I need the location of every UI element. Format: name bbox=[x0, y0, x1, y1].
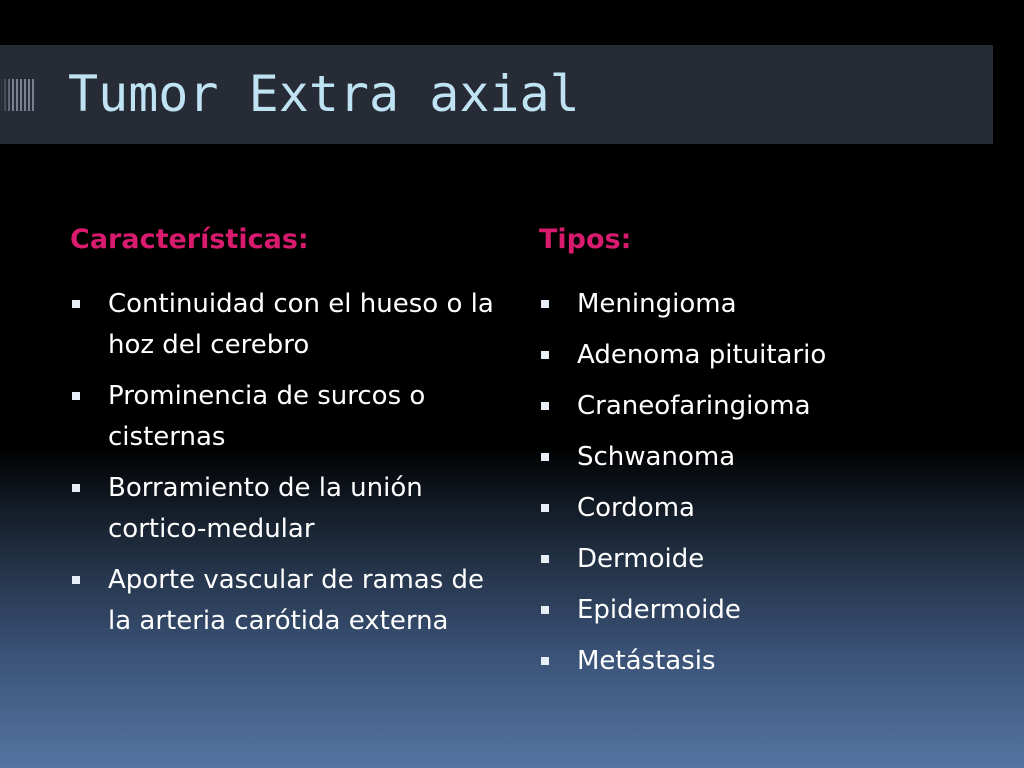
list-item bbox=[539, 437, 969, 478]
list-item bbox=[539, 539, 969, 580]
list-item bbox=[539, 284, 969, 325]
list-item-text: Epidermoide bbox=[577, 595, 741, 625]
slide-title: Tumor Extra axial bbox=[68, 65, 580, 123]
list-item-text: Aporte vascular de ramas de la arteria carótida externa bbox=[108, 565, 485, 636]
list-item-text: Prominencia de surcos o cisternas bbox=[108, 381, 426, 452]
characteristics-heading: Características: bbox=[70, 224, 309, 255]
types-heading: Tipos: bbox=[539, 224, 632, 255]
square-bullet-icon bbox=[72, 392, 80, 400]
list-item bbox=[539, 488, 969, 529]
square-bullet-icon bbox=[541, 300, 549, 308]
decorative-stripes bbox=[0, 79, 36, 111]
square-bullet-icon bbox=[541, 657, 549, 665]
square-bullet-icon bbox=[541, 453, 549, 461]
types-column bbox=[539, 222, 969, 692]
list-item bbox=[539, 641, 969, 682]
list-item-text: Meningioma bbox=[577, 289, 737, 319]
types-list bbox=[539, 284, 969, 682]
list-item-text: Cordoma bbox=[577, 493, 695, 523]
square-bullet-icon bbox=[541, 606, 549, 614]
square-bullet-icon bbox=[541, 555, 549, 563]
square-bullet-icon bbox=[72, 484, 80, 492]
square-bullet-icon bbox=[541, 351, 549, 359]
square-bullet-icon bbox=[72, 300, 80, 308]
list-item-text: Continuidad con el hueso o la hoz del cerebro bbox=[108, 289, 494, 360]
title-bar bbox=[0, 45, 993, 144]
list-item bbox=[70, 284, 510, 366]
list-item bbox=[539, 590, 969, 631]
list-item-text: Dermoide bbox=[577, 544, 705, 574]
characteristics-list bbox=[70, 284, 510, 642]
square-bullet-icon bbox=[72, 576, 80, 584]
list-item bbox=[70, 560, 510, 642]
list-item-text: Borramiento de la unión cortico-medular bbox=[108, 473, 423, 544]
square-bullet-icon bbox=[541, 504, 549, 512]
list-item-text: Metástasis bbox=[577, 646, 716, 676]
list-item bbox=[70, 468, 510, 550]
characteristics-column bbox=[70, 222, 510, 652]
list-item bbox=[70, 376, 510, 458]
list-item-text: Schwanoma bbox=[577, 442, 736, 472]
square-bullet-icon bbox=[541, 402, 549, 410]
list-item-text: Craneofaringioma bbox=[577, 391, 811, 421]
list-item bbox=[539, 335, 969, 376]
list-item-text: Adenoma pituitario bbox=[577, 340, 827, 370]
list-item bbox=[539, 386, 969, 427]
